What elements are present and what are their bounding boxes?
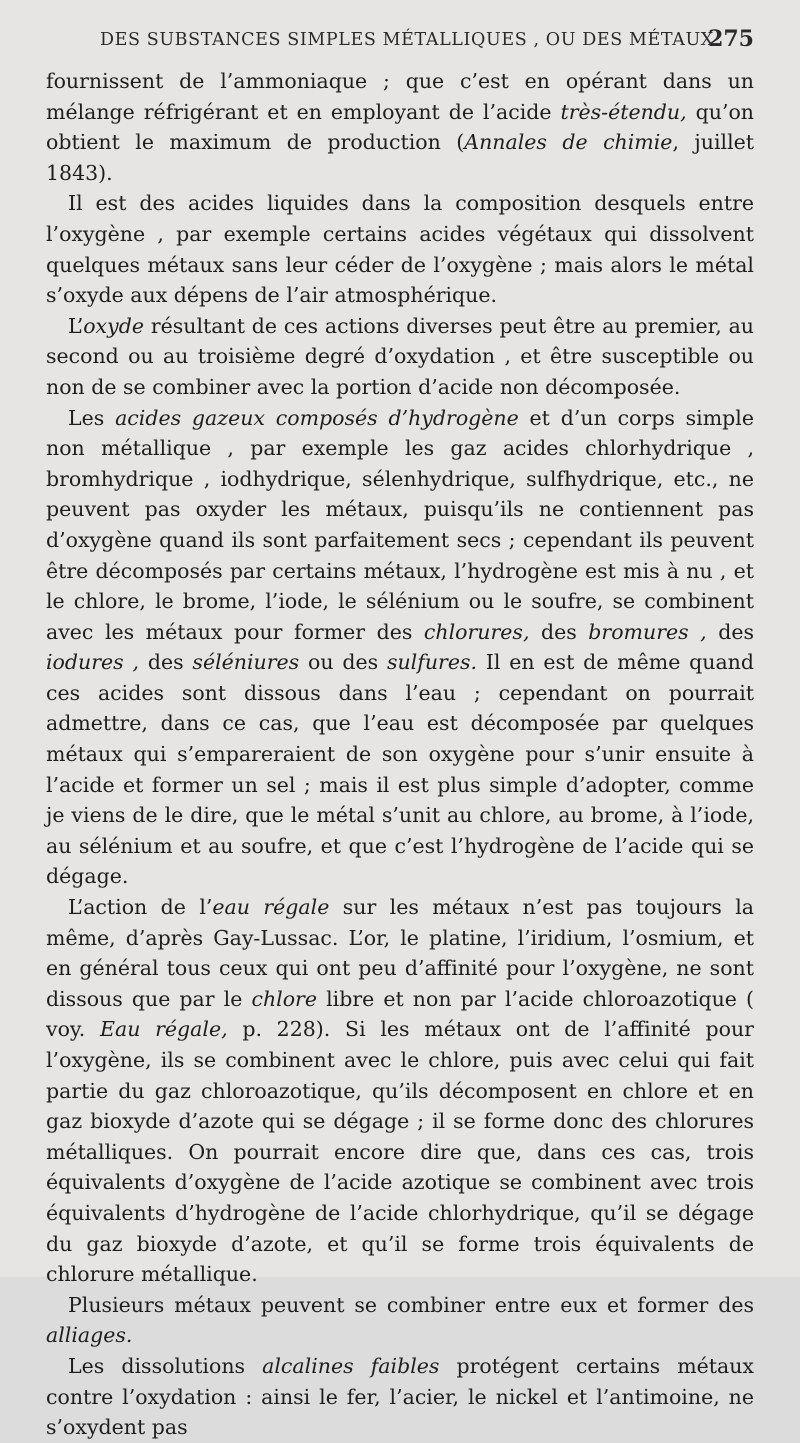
italic-text: séléniures [192,650,300,675]
paragraph [46,1351,754,1443]
text-run: et d’un corps simple non métallique , par exemple les gaz acides chlorhydrique , bromhydrique , iodhydrique, sélenhydrique, sulfhydrique, etc., ne peuvent pas oxyder les métaux, puisqu’ils ne contiennent pas d’oxygène quand ils sont parfaitement secs ; cependant ils peuvent être décomposés par certains métaux, l’hydrogène est mis à nu , et le chlore, le brome, l’iode, le sélénium ou le soufre, se combinent avec les métaux pour former des [46,405,754,644]
paragraph [46,403,754,893]
text-run: des [139,650,193,675]
page-number: 275 [708,26,754,52]
text-run: L’action de l’ [68,895,213,920]
italic-text: eau régale [212,895,330,920]
text-run: des [529,619,589,644]
paragraph [46,66,754,188]
text-run: des [706,619,755,644]
text-run: protégent certains métaux contre l’oxydation : ainsi le fer, l’acier, le nickel et l’antimoine, ne s’oxydent pas [46,1353,754,1440]
italic-text: bromures , [588,619,707,644]
text-run: L’ [68,313,84,338]
italic-text: chlorures, [423,619,530,644]
paragraph [46,892,754,1290]
page-body [46,66,754,1443]
text-run: , juillet 1843). [46,130,754,185]
paragraph [46,311,754,403]
paragraph [46,188,754,310]
paragraph [46,1290,754,1351]
text-run: fournissent de l’ammoniaque ; que c’est en opérant dans un mélange réfrigérant et en employant de l’acide [46,69,754,124]
italic-text: acides gazeux composés d’hydrogène [115,405,519,430]
italic-text: Annales de chimie [464,130,673,155]
italic-text: alliages. [46,1323,133,1348]
text-run: ou des [299,650,387,675]
running-header [46,26,754,66]
text-run: Les [68,405,116,430]
running-title: DES SUBSTANCES SIMPLES MÉTALLIQUES , OU DES MÉTAUX. [99,30,721,50]
text-run: libre et non par l’acide chloroazotique ( voy. [46,986,755,1042]
text-run: sur les métaux n’est pas toujours la même, d’après Gay-Lussac. L’or, le platine, l’iridium, l’osmium, et en général tous ceux qui ont peu d’affinité pour l’oxygène, ne sont dissous que par le [46,895,754,1011]
italic-text: Eau régale, [100,1017,228,1042]
text-run: Il en est de même quand ces acides sont dissous dans l’eau ; cependant on pourrait admettre, dans ce cas, que l’eau est décomposée par quelques métaux qui s’empareraient de son oxygène pour s’unir ensuite à l’acide et former un sel ; mais il est plus simple d’adopter, comme je viens de le dire, que le métal s’unit au chlore, au brome, à l’iode, au sélénium et au soufre, et que c’est l’hydrogène de l’acide qui se dégage. [46,650,755,889]
italic-text: iodures , [46,650,140,675]
italic-text: alcalines faibles [262,1353,440,1378]
italic-text: oxyde [83,313,144,338]
text-run: qu’on obtient le maximum de production ( [46,99,754,155]
text-run: p. 228). Si les métaux ont de l’affinité pour l’oxygène, ils se combinent avec le chlore, puis avec celui qui fait partie du gaz chloroazotique, qu’ils décomposent en chlore et en gaz bioxyde d’azote qui se dégage ; il se forme donc des chlorures métalliques. On pourrait encore dire que, dans ces cas, trois équivalents d’oxygène de l’acide azotique se combinent avec trois équivalents d’hydrogène de l’acide chlorhydrique, qu’il se dégage du gaz bioxyde d’azote, et qu’il se forme trois équivalents de chlorure métallique. [46,1017,754,1287]
text-run: Les dissolutions [68,1353,263,1378]
italic-text: chlore [251,986,317,1011]
italic-text: sulfures. [386,650,477,675]
text-run: Plusieurs métaux peuvent se combiner entre eux et former des [68,1292,754,1317]
text-run: Il est des acides liquides dans la composition desquels entre l’oxygène , par exemple certains acides végétaux qui dissolvent quelques métaux sans leur céder de l’oxygène ; mais alors le métal s’oxyde aux dépens de l’air atmosphérique. [46,191,754,308]
text-run: résultant de ces actions diverses peut être au premier, au second ou au troisième degré d’oxydation , et être susceptible ou non de se combiner avec la portion d’acide non décomposée. [46,313,754,399]
italic-text: très-étendu, [560,99,687,124]
